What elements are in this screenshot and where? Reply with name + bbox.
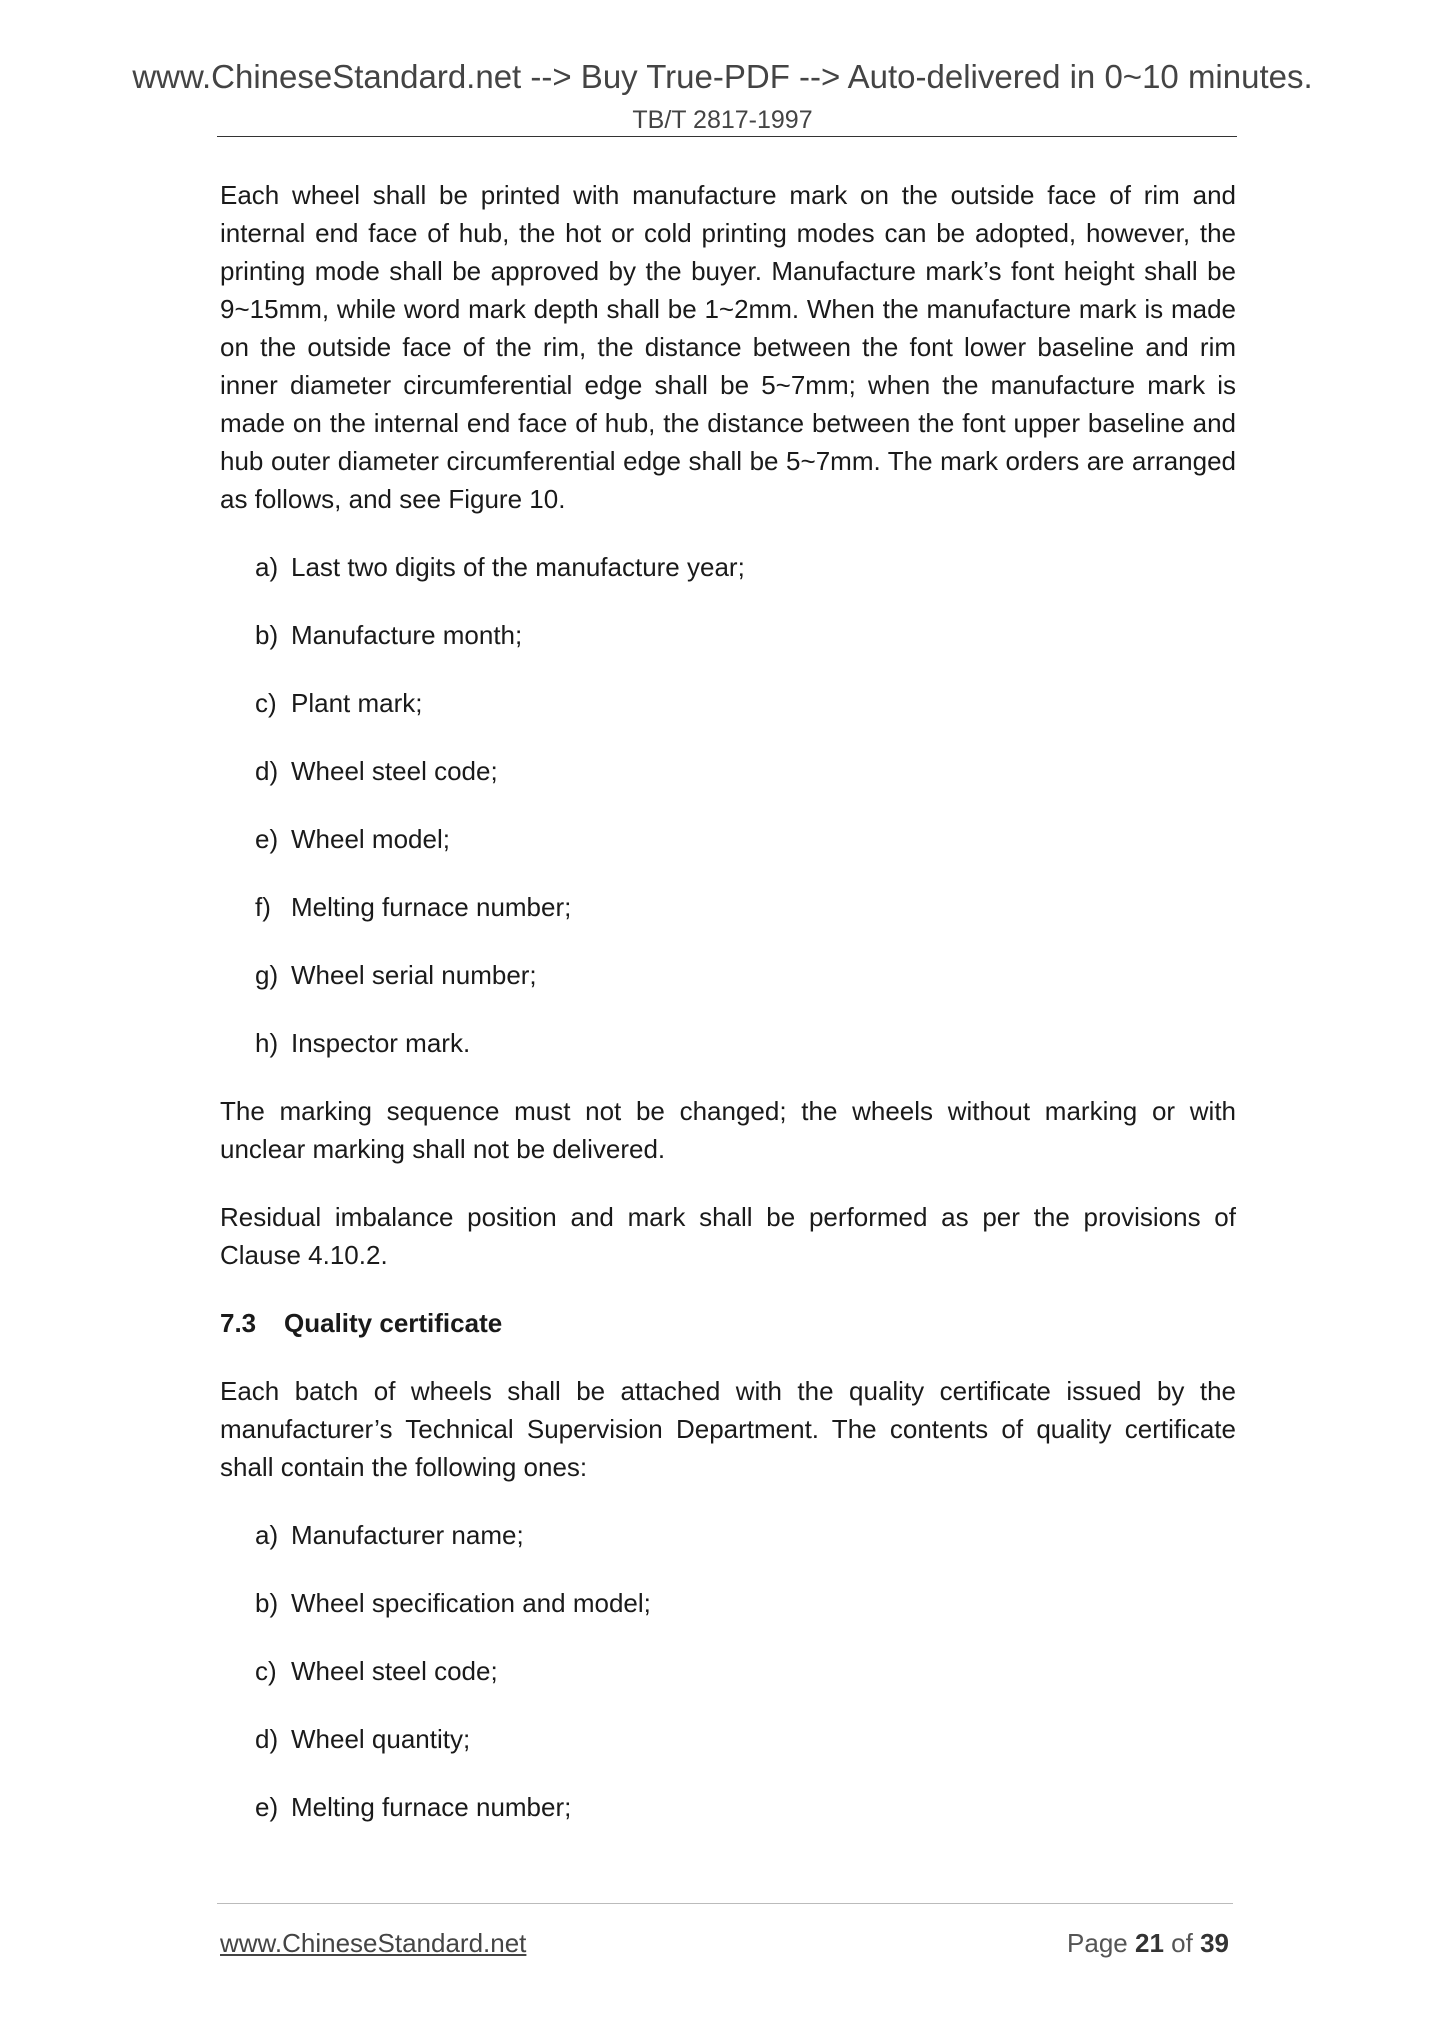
list-item-text: Wheel model;: [291, 824, 450, 854]
certificate-content-list: [220, 1516, 1236, 1826]
list-item-text: Wheel steel code;: [291, 1656, 498, 1686]
list-item: [220, 1788, 1236, 1826]
page-number: [1067, 1926, 1229, 1960]
list-item-label: b): [255, 1588, 279, 1618]
list-item-label: a): [255, 552, 279, 582]
list-item: [220, 1720, 1236, 1758]
footer-divider: [217, 1903, 1233, 1904]
footer-site-link[interactable]: www.ChineseStandard.net: [220, 1928, 527, 1958]
list-item-label: e): [255, 824, 279, 854]
document-id: TB/T 2817-1997: [632, 106, 813, 134]
list-item-label: g): [255, 960, 279, 990]
header-banner: www.ChineseStandard.net --> Buy True-PDF --> Auto-delivered in 0~10 minutes.: [132, 58, 1313, 95]
page-current: 21: [1135, 1928, 1164, 1958]
certificate-paragraph: Each batch of wheels shall be attached with the quality certificate issued by the manufacturer’s Technical Supervision Department. The contents of quality certificate shall contain the following ones:: [220, 1376, 1236, 1482]
list-item: [220, 1516, 1236, 1554]
list-item: [220, 1584, 1236, 1622]
imbalance-note: Residual imbalance position and mark shall be performed as per the provisions of Clause 4.10.2.: [220, 1202, 1236, 1270]
list-item-text: Wheel specification and model;: [291, 1588, 651, 1618]
list-item-text: Plant mark;: [291, 688, 423, 718]
marking-paragraph: Each wheel shall be printed with manufacture mark on the outside face of rim and internal end face of hub, the hot or cold printing modes can be adopted, however, the printing mode shall be approved by the buyer. Manufacture mark’s font height shall be 9~15mm, while word mark depth shall be 1~2mm. When the manufacture mark is made on the outside face of the rim, the distance between the font lower baseline and rim inner diameter circumferential edge shall be 5~7mm; when the manufacture mark is made on the internal end face of hub, the distance between the font upper baseline and hub outer diameter circumferential edge shall be 5~7mm. The mark orders are arranged as follows, and see Figure 10.: [220, 180, 1236, 514]
list-item-label: d): [255, 756, 279, 786]
list-item: [220, 548, 1236, 586]
list-item-text: Melting furnace number;: [291, 1792, 572, 1822]
list-item-label: b): [255, 620, 279, 650]
list-item-label: c): [255, 688, 277, 718]
section-number: 7.3: [220, 1308, 257, 1338]
list-item: [220, 616, 1236, 654]
list-item-text: Wheel serial number;: [291, 960, 537, 990]
sequence-note: The marking sequence must not be changed; the wheels without marking or with unclear marking shall not be delivered.: [220, 1096, 1236, 1164]
list-item-text: Manufacture month;: [291, 620, 523, 650]
list-item: [220, 1652, 1236, 1690]
list-item-label: c): [255, 1656, 277, 1686]
section-title: Quality certificate: [284, 1308, 503, 1338]
header-divider: [217, 136, 1237, 137]
list-item-label: f): [255, 892, 271, 922]
page-label: Page: [1067, 1928, 1128, 1958]
list-item-text: Melting furnace number;: [291, 892, 572, 922]
list-item-label: h): [255, 1028, 279, 1058]
page-of: of: [1171, 1928, 1193, 1958]
list-item-text: Inspector mark.: [291, 1028, 471, 1058]
list-item-text: Last two digits of the manufacture year;: [291, 552, 745, 582]
section-heading: [220, 1304, 1236, 1342]
list-item-text: Manufacturer name;: [291, 1520, 524, 1550]
list-item: [220, 752, 1236, 790]
page-content: [220, 176, 1236, 1856]
list-item: [220, 1024, 1236, 1062]
page-total: 39: [1200, 1928, 1229, 1958]
list-item: [220, 684, 1236, 722]
list-item: [220, 820, 1236, 858]
list-item-label: e): [255, 1792, 279, 1822]
mark-order-list: [220, 548, 1236, 1062]
list-item: [220, 888, 1236, 926]
list-item-label: d): [255, 1724, 279, 1754]
list-item-text: Wheel steel code;: [291, 756, 498, 786]
list-item: [220, 956, 1236, 994]
list-item-label: a): [255, 1520, 279, 1550]
list-item-text: Wheel quantity;: [291, 1724, 471, 1754]
